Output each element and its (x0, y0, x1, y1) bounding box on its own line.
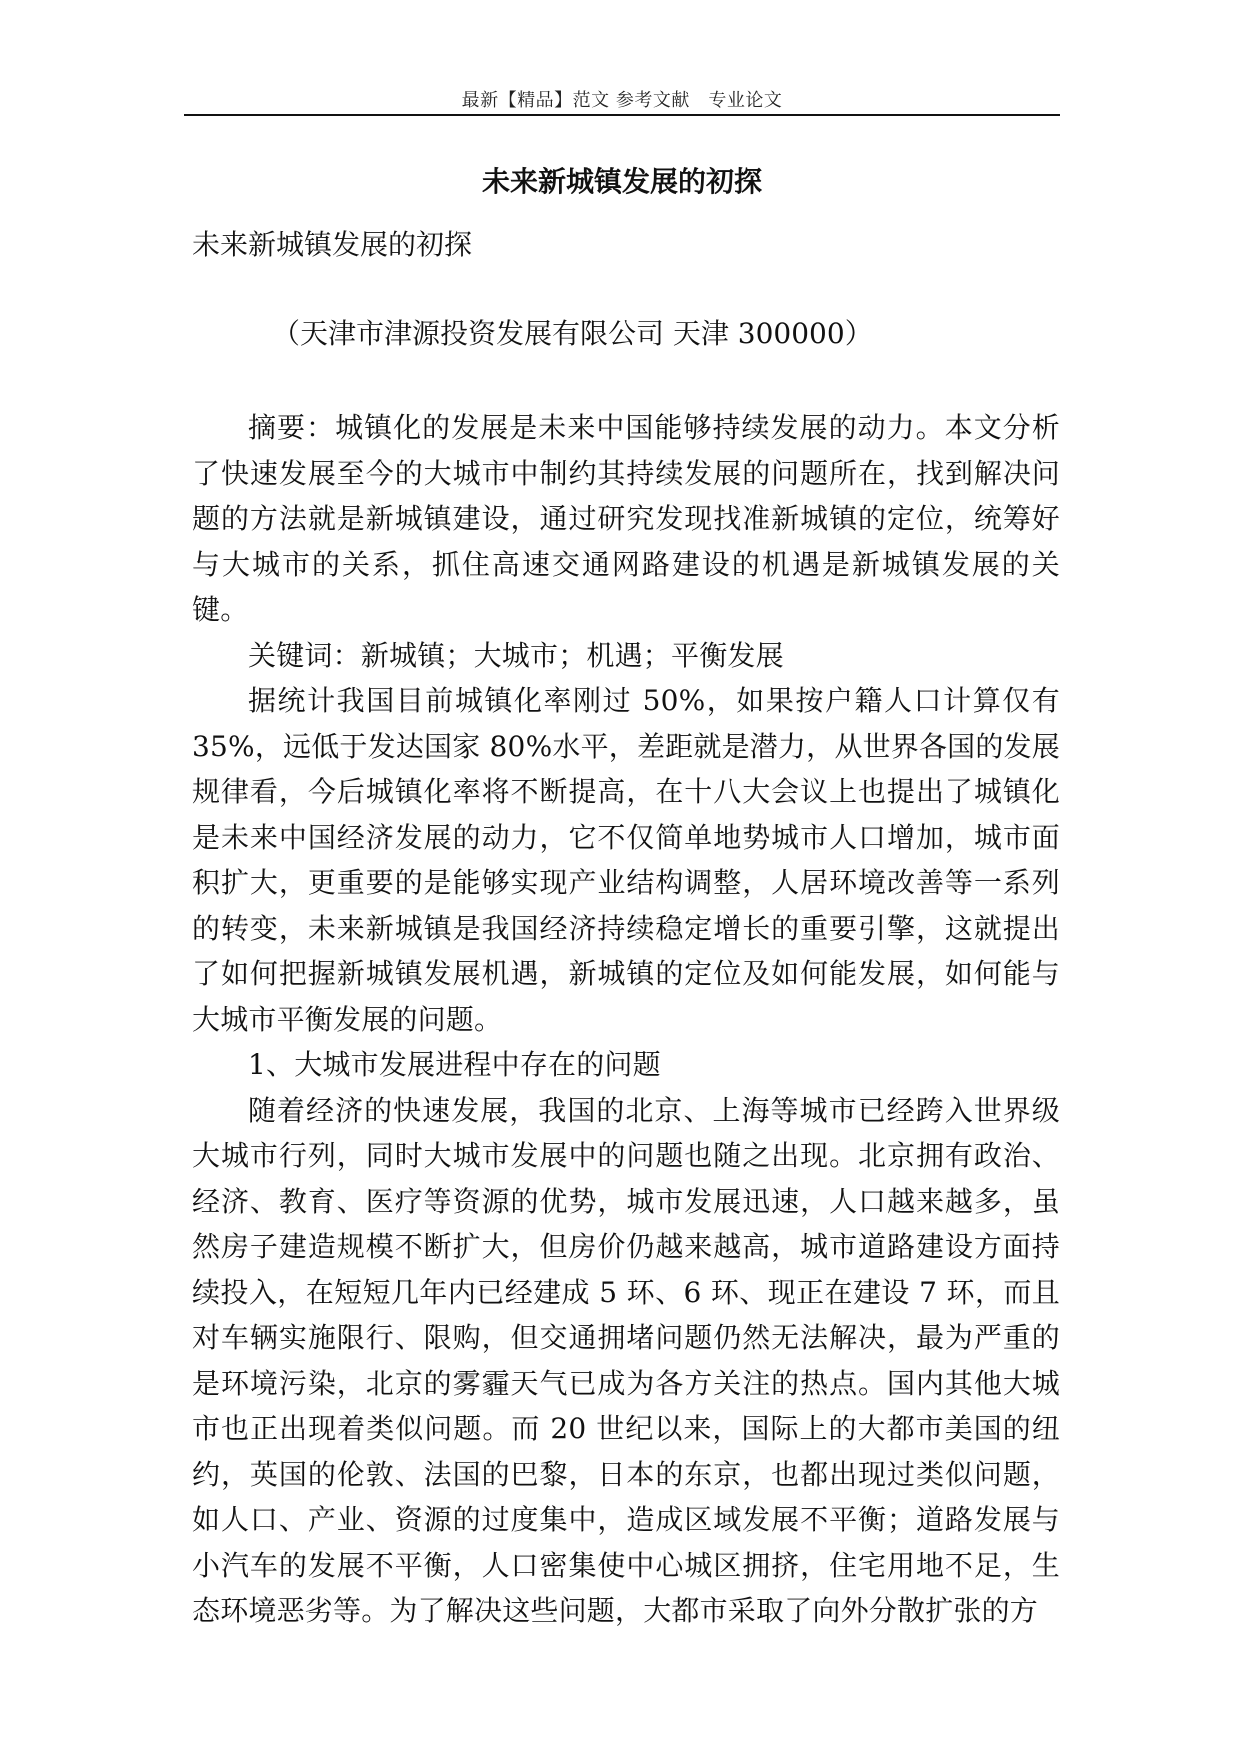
header-divider (184, 114, 1060, 116)
section-heading: 1、大城市发展进程中存在的问题 (248, 1048, 661, 1081)
running-header: 最新【精品】范文 参考文献 专业论文 (461, 90, 783, 111)
body-paragraph: 据统计我国目前城镇化率刚过 50%，如果按户籍人口计算仅有 35%，远低于发达国家 80%水平，差距就是潜力，从世界各国的发展规律看，今后城镇化率将不断提高，在十八大会议上也提出了城镇化是未来中国经济发展的动力，它不仅简单地势城市人口增加，城市面积扩大，更重要的是能够实现产业结构调整，人居环境改善等一系列的转变，未来新城镇是我国经济持续稳定增长的重要引擎，这就提出了如何把握新城镇发展机遇，新城镇的定位及如何能发展，如何能与大城市平衡发展的问题。 (192, 684, 1060, 1036)
author-affiliation: （天津市津源投资发展有限公司 天津 300000） (272, 317, 873, 350)
document-subtitle: 未来新城镇发展的初探 (192, 228, 473, 261)
document-title: 未来新城镇发展的初探 (481, 165, 762, 198)
abstract-paragraph: 摘要：城镇化的发展是未来中国能够持续发展的动力。本文分析了快速发展至今的大城市中制约其持续发展的问题所在，找到解决问题的方法就是新城镇建设，通过研究发现找准新城镇的定位，统筹好与大城市的关系，抓住高速交通网路建设的机遇是新城镇发展的关键。 (192, 411, 1060, 626)
keywords-paragraph: 关键词：新城镇；大城市；机遇；平衡发展 (248, 638, 784, 672)
document-body (192, 405, 1060, 1634)
body-paragraph: 随着经济的快速发展，我国的北京、上海等城市已经跨入世界级大城市行列，同时大城市发展中的问题也随之出现。北京拥有政治、经济、教育、医疗等资源的优势，城市发展迅速，人口越来越多，虽然房子建造规模不断扩大，但房价仍越来越高，城市道路建设方面持续投入，在短短几年内已经建成 5 环、6 环、现正在建设 7 环，而且对车辆实施限行、限购，但交通拥堵问题仍然无法解决，最为严重的是环境污染，北京的雾霾天气已成为各方关注的热点。国内其他大城市也正出现着类似问题。而 20 世纪以来，国际上的大都市美国的纽约，英国的伦敦、法国的巴黎，日本的东京，也都出现过类似问题，如人口、产业、资源的过度集中，造成区域发展不平衡；道路发展与小汽车的发展不平衡，人口密集使中心城区拥挤，住宅用地不足，生态环境恶劣等。为了解决这些问题，大都市采取了向外分散扩张的方 (192, 1093, 1060, 1627)
